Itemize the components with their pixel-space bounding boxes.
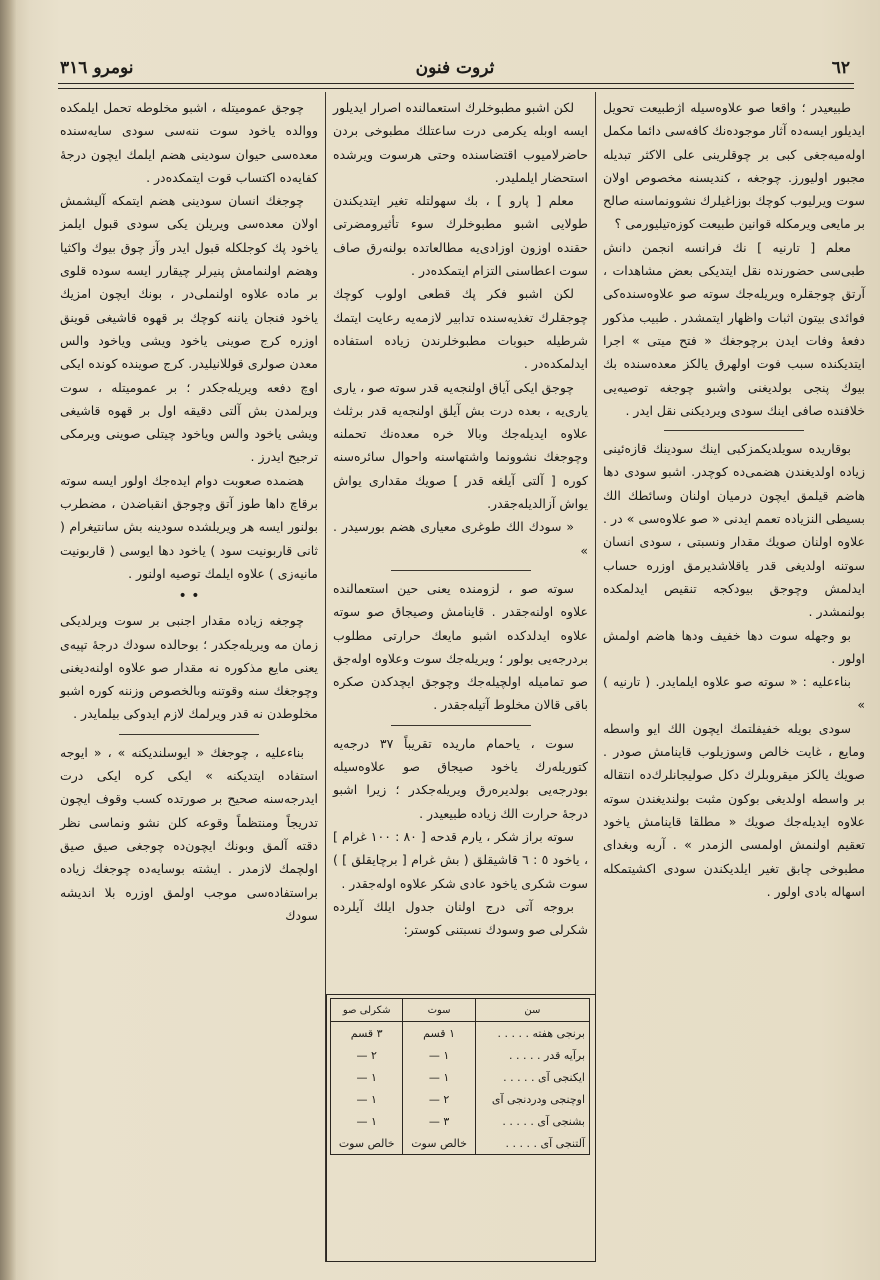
section-divider — [119, 734, 259, 735]
journal-title: ثروت فنون — [415, 58, 495, 78]
table-header-cell: شكرلی صو — [331, 999, 403, 1022]
header-rule — [58, 83, 854, 84]
paragraph: سوته صو ، لزومنده یعنی حین استعمالنده علاوه اولنه‌جقدر . قاینامش وصیجاق صو سوته علاوه ایدلدكده اشبو مایعك حرارتی مطلوب بردرجه‌یی بولور ؛ ویریله‌جك سوت وعلاوه اوله‌جق صو تمامیله اولچیله‌جك وچوجق ایچدكدن صكره باقی قالان مخلوط آتیله‌جقدر . — [333, 580, 588, 713]
table-cell-milk: ٣ — — [403, 1110, 475, 1132]
paragraph: سودی بویله خفیفلتمك ایچون الك ایو واسطه ومایع ، غایت خالص وسوزیلوب قاینامش صودر . صویك یالكز میقروبلرك دكل صولیجانلرك‌ده انتقاله بر واسطه اولدیغی بوكون مثبت بولندیغندن سوته علاوه ایدیله‌جك صویك « مطلقا قاینامش یاخود تعقیم اولنمش اولمسی الزمدر » . آربه وبغدای مطبوخی چابق تغیر ایلدیكندن سودی اكشیتمكله اسهاله بادی اولور . — [603, 720, 865, 899]
paragraph: « سودك الك طوغری معیاری هضم بورسیدر . » — [333, 519, 588, 558]
paragraph: بو وجهله سوت دها خفیف ودها هاضم اولمش اولور . — [603, 627, 865, 666]
table-cell-age: بشنجی آی . . . . . — [475, 1110, 589, 1132]
table-header-cell: سن — [475, 999, 589, 1022]
paragraph: بروجه آتی درج اولنان جدول ایلك آیلرده شكرلی صو وسودك نسبتنی كوستر: — [333, 898, 588, 938]
table-row — [331, 1022, 590, 1045]
column-middle — [333, 96, 588, 941]
paragraph: هضمده صعوبت دوام ایده‌جك اولور ایسه سوته برقاچ داها طوز آتق وچوجق انقباضدن ، مضطرب بولنور ایسه هر ویریلشده سودینه بش سانتیغرام ( ثانی قاربونیت سود ) یاخود دها ایوسی ( قاربونیت مانیه‌زی ) علاوه ایلمك توصیه اولنور . — [60, 472, 318, 581]
table-cell-milk: ١ — — [403, 1066, 475, 1088]
ornament-divider: • • — [178, 588, 200, 605]
page-header — [60, 58, 850, 80]
paragraph: سوته براز شكر ، یارم قدحه [ ٨٠ : ١٠٠ غرام ] ، یاخود ٥ : ٦ قاشیقلق ( بش غرام [ برچایقلق ] ) سوت شكری یاخود عادی شكر علاوه اوله‌جقدر . — [333, 828, 588, 891]
paragraph: چوجق عمومیتله ، اشبو مخلوطه تحمل ایلمكده ووالده یاخود سوت ننه‌سی سودی سایه‌سنده معده‌سی حیوان سودینی هضم ایلمك ایچون درجهٔ كفایه‌ده اكتساب قوت ایتمكده‌در . — [60, 100, 318, 185]
table-cell-milk: ٢ — — [403, 1088, 475, 1110]
paragraph: سوت ، یاحمام ماریده تقریباً ٣٧ درجه‌یه كتوریله‌رك یاخود صیجاق صو علاوه‌سیله بودرجه‌یی بولدیره‌رق ویریله‌جكدر ؛ زیرا اشبو درجهٔ حرارت الك زیاده طبیعیدر . — [333, 735, 588, 821]
table-cell-age: اوچنجی ودردنجی آی — [475, 1088, 589, 1110]
table-row — [331, 1066, 590, 1088]
section-divider — [664, 430, 804, 431]
paragraph: چوجغه زیاده مقدار اجنبی بر سوت ویرلدیكی زمان مه ویریله‌جكدر ؛ بوحالده سودك درجهٔ تپیه‌ی یعنی مایع مذكوره نه مقدار صو علاوه اولنه‌دیغنی وچوجغك سنه وقوتنه وبالخصوص وزننه كوره اشبو مخلوطدن نه قدر ویرلمك لازم ایدوكی بیلمایدر . — [60, 613, 318, 722]
table-row — [331, 1088, 590, 1110]
table-cell-sugar-water: خالص سوت — [331, 1132, 403, 1155]
table-cell-age: برآیه قدر . . . . . — [475, 1044, 589, 1066]
table-row — [331, 1044, 590, 1066]
paragraph: لكن اشبو فكر پك قطعی اولوب كوچك چوجقلرك تغذیه‌سنده تدابیر لازمه‌یه رعایت ایتمك شرطیله حبوبات مطبوخلرندن زیاده استفاده ایدلمكده‌در . — [333, 286, 588, 372]
book-binding-edge — [0, 0, 16, 1280]
table-header-cell: سوت — [403, 999, 475, 1022]
table-cell-sugar-water: ١ — — [331, 1088, 403, 1110]
paragraph: معلم [ پارو ] ، بك سهولتله تغیر ایتدیكندن طولایی اشبو مطبوخلرك سوء تأثیرومضرتی حقنده اوزون اوزادی‌یه مطالعاتده بولنه‌رق صاف سوت اعطاسنی التزام ایتمكده‌در . — [333, 193, 588, 279]
table-cell-age: آلتنجی آی . . . . . — [475, 1132, 589, 1155]
table-cell-age: ایكنجی آی . . . . . — [475, 1066, 589, 1088]
paragraph: لكن اشبو مطبوخلرك استعمالنده اصرار ایدیلور ایسه اوبله یكرمی درت ساعتلك مطبوخی بردن حاضرلامیوب اقتضاسنده وحتی هرسوت ویرشده استحضار ایلملیدر. — [333, 100, 588, 185]
page-number: ٦٢ — [831, 58, 850, 78]
table-cell-sugar-water: ١ — — [331, 1066, 403, 1088]
issue-number: نومرو ٣١٦ — [60, 58, 134, 78]
section-divider — [391, 570, 531, 571]
table-row — [331, 1132, 590, 1155]
feeding-ratio-table — [330, 998, 590, 1155]
table-cell-milk: ١ قسم — [403, 1022, 475, 1045]
table-cell-milk: خالص سوت — [403, 1132, 475, 1155]
paragraph: بناءعلیه : « سوته صو علاوه ایلمایدر. ( تارنیه ) » — [603, 674, 865, 713]
table-cell-sugar-water: ٢ — — [331, 1044, 403, 1066]
header-rule-thin — [58, 88, 854, 89]
paragraph: طبیعیدر ؛ واقعا صو علاوه‌سیله اژطبیعت تحویل ایدیلور ایسه‌ده آثار موجوده‌نك كافه‌سی دائما مكمل اوله‌میه‌جغی كبی بر چوقلرینی علی الاكثر تبدیله مجبور اولیورز. چوجغه ، كندیسنه مخصوص اولان سوت ویرلیوب كوچك بوزاغیلرك نشوونماسنه صالح بر مایعی ویرمكله قوانین طبیعت كوزه‌تیلیورمی ؟ — [603, 100, 865, 232]
paragraph: چوجغك انسان سودینی هضم ایتمكه آلیشمش اولان معده‌سی ویریلن یكی سودی قبول ایلمز یاخود پك كوجلكله قبول ایدر وآز چوق بیوك واكثیا وهضم اولنمامش پنیرلر چیقارر ایسه سوده قلوی بر ماده علاوه اولنملی‌در ، بونك ایچون امزیك یاخود فنجان یاننه كوچك بر قهوه قاشیغی قوینق اوزره كرج صوینی یاخود ویشی ویاخود والس معدن صولری قوللانیلیدر. كرج صوینده كونده ایكی اوچ دفعه ویریله‌جكدر ؛ بر عمومیتله ، سوت ویرلمدن بش آلتی دقیقه اول بر قهوه قاشیغی ویشی یاخود والس ویاخود چیتلی صوینی ویرمكی ترجیح ایدرز . — [60, 193, 318, 465]
paragraph: معلم [ تارنیه ] نك فرانسه انجمن دانش طبی‌سی حضورنده نقل ایتدیكی بعض مشاهدات ، آرتق چوجقلره ویریله‌جك سوته صو علاوه‌سنده‌كی فوائدی بیتون اثبات واظهار ایتمشدر . طبیب مذكور دفعهٔ وفات ایدن برچوجغك « فتح میتی » اجرا ایتدیكنده سبب فوت اولهرق یالكز معده‌سنده بك بیوك پنجی بولدیغنی واشبو چوجغه توصیه‌یی خلافنده صافی اینك سودی ویردیكنی نقل ایدر . — [603, 239, 865, 418]
column-left — [60, 96, 318, 927]
paragraph: چوجق ایكی آیاق اولنجه‌یه قدر سوته صو ، یاری یاری‌یه ، بعده درت بش آیلق اولنجه‌یه قدر برثلث علاوه ایدیله‌جك وبالا خره معده‌نك تحملنه وچوجغك نشوونما واشتهاسنه واحوال سائره‌سنه كوره [ آلتی آیلغه قدر ] صویك مقداری یواش یواش آزالدیله‌جقدر. — [333, 379, 588, 512]
section-divider — [391, 725, 531, 726]
table-cell-sugar-water: ١ — — [331, 1110, 403, 1132]
column-right — [603, 96, 865, 903]
table-cell-sugar-water: ٣ قسم — [331, 1022, 403, 1045]
table-cell-milk: ١ — — [403, 1044, 475, 1066]
paragraph: بناءعلیه ، چوجغك « ایوسلندیكنه » ، « ایوجه استفاده ایتدیكنه » ایكی كره ایكی درت ایدرجه‌سنه صحیح بر صورتده كسب وقوف ایچون تدریجاً ومنتظماً وقوعه كلن نشو ونماسی نظر دقته آلمق وبونك ایچون‌ده چوجغی صیق صیق اولچمك لازمدر . ایشته بوسایه‌ده چوجغك زیاده براستفاده‌سی موجب اولمق اوزره بلا اندیشه سودك — [60, 744, 318, 923]
table-row — [331, 1110, 590, 1132]
table-cell-age: برنجی هفته . . . . . — [475, 1022, 589, 1045]
table-header-row — [331, 999, 590, 1022]
paragraph: بوقاریده سویلدیكمزكبی اینك سودینك قازه‌ئینی زیاده اولدیغندن هضمی‌ده كوچدر. اشبو سودی دها هاضم قیلمق ایچون درمیان اولنان وسائطك الك بسیطی النزیاده تعمم ایدنی « صو علاوه‌سی » در . علاوه اولنان صویك مقدار ونسبتی ، سودی انسان سوتنه اولدیغی قدر یاقلاشدیرمق اوزره حساب ایدلمش وچوجق بیودكجه تنقیص ایدلمكده بولنمشدر . — [603, 441, 865, 620]
